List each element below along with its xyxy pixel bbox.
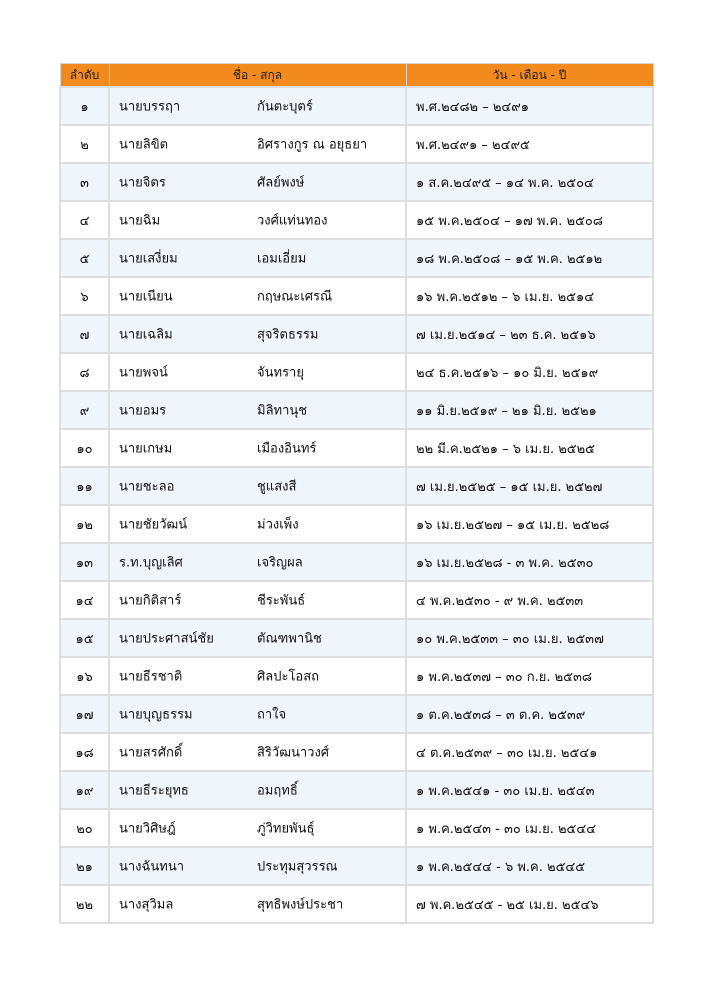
term-dates: พ.ศ.๒๔๙๑ – ๒๔๙๕ (406, 125, 653, 163)
name-cell (109, 885, 406, 923)
table-row (60, 163, 653, 201)
table-row (60, 315, 653, 353)
row-number: ๖ (60, 277, 109, 315)
first-name: นายวิศิษฎ์ (119, 821, 176, 837)
first-name: นายกิติสาร์ (119, 593, 182, 609)
term-dates: ๒๔ ธ.ค.๒๕๑๖ – ๑๐ มิ.ย. ๒๕๑๙ (406, 353, 653, 391)
first-name: นายบุญธรรม (119, 707, 193, 723)
first-name: นายประศาสน์ชัย (119, 631, 214, 647)
last-name: ศิลปะโอสถ (257, 669, 320, 685)
last-name: ภู่วิทยพันธุ์ (257, 821, 315, 837)
header-date: วัน - เดือน - ปี (406, 64, 653, 88)
name-cell (109, 505, 406, 543)
header-no: ลำดับ (60, 64, 109, 88)
row-number: ๑๗ (60, 695, 109, 733)
table-row (60, 239, 653, 277)
last-name: อมฤทธิ์ (257, 783, 298, 799)
name-cell (109, 467, 406, 505)
term-dates: ๑ ส.ค.๒๔๙๕ – ๑๔ พ.ค. ๒๕๐๔ (406, 163, 653, 201)
term-dates: พ.ศ.๒๔๘๒ – ๒๔๙๑ (406, 87, 653, 125)
name-cell (109, 809, 406, 847)
term-dates: ๑ พ.ค.๒๕๔๓ - ๓๐ เม.ย. ๒๕๔๔ (406, 809, 653, 847)
row-number: ๑๓ (60, 543, 109, 581)
name-cell (109, 201, 406, 239)
first-name: นางสุวิมล (119, 897, 174, 913)
table-row (60, 543, 653, 581)
last-name: จันทรายุ (257, 365, 304, 381)
last-name: สุจริตธรรม (257, 327, 319, 343)
last-name: สิริวัฒนาวงศ์ (257, 745, 330, 761)
table-row (60, 201, 653, 239)
name-cell (109, 429, 406, 467)
first-name: ร.ท.บุญเลิศ (119, 555, 183, 571)
term-dates: ๑ พ.ค.๒๕๔๑ - ๓๐ เม.ย. ๒๕๔๓ (406, 771, 653, 809)
table-row (60, 619, 653, 657)
name-cell (109, 163, 406, 201)
name-cell (109, 87, 406, 125)
row-number: ๑๔ (60, 581, 109, 619)
last-name: อิศรางกูร ณ อยุธยา (257, 137, 368, 153)
first-name: นายสรศักดิ์ (119, 745, 183, 761)
last-name: ชูแสงสี (257, 479, 297, 495)
name-cell (109, 125, 406, 163)
last-name: ถาใจ (257, 707, 287, 723)
name-cell (109, 277, 406, 315)
row-number: ๗ (60, 315, 109, 353)
row-number: ๑๐ (60, 429, 109, 467)
name-cell (109, 543, 406, 581)
first-name: นายบรรฤา (119, 99, 181, 115)
term-dates: ๒๒ มี.ค.๒๕๒๑ – ๖ เม.ย. ๒๕๒๕ (406, 429, 653, 467)
term-dates: ๔ ต.ค.๒๕๓๙ – ๓๐ เม.ย. ๒๕๔๑ (406, 733, 653, 771)
name-cell (109, 733, 406, 771)
term-dates: ๑๖ เม.ย.๒๕๒๘ - ๓ พ.ค. ๒๕๓๐ (406, 543, 653, 581)
table-row (60, 885, 653, 923)
name-cell (109, 657, 406, 695)
last-name: เอมเอี่ยม (257, 251, 307, 267)
term-dates: ๑ พ.ค.๒๕๔๔ - ๖ พ.ค. ๒๕๔๕ (406, 847, 653, 885)
table-row (60, 353, 653, 391)
last-name: ประทุมสุวรรณ (257, 859, 338, 875)
last-name: ตัณฑพานิช (257, 631, 322, 647)
name-cell (109, 391, 406, 429)
last-name: เมืองอินทร์ (257, 441, 317, 457)
term-dates: ๑๑ มิ.ย.๒๕๑๙ – ๒๑ มิ.ย. ๒๕๒๑ (406, 391, 653, 429)
row-number: ๓ (60, 163, 109, 201)
last-name: กันตะบุตร์ (257, 99, 313, 115)
directors-list-document (59, 63, 652, 924)
row-number: ๙ (60, 391, 109, 429)
first-name: นายพจน์ (119, 365, 168, 381)
name-cell (109, 771, 406, 809)
row-number: ๒๒ (60, 885, 109, 923)
term-dates: ๑๖ พ.ค.๒๕๑๒ – ๖ เม.ย. ๒๕๑๔ (406, 277, 653, 315)
term-dates: ๗ พ.ค.๒๕๔๕ - ๒๕ เม.ย. ๒๕๔๖ (406, 885, 653, 923)
table-row (60, 505, 653, 543)
first-name: นายอมร (119, 403, 167, 419)
first-name: นายธีรชาติ (119, 669, 183, 685)
first-name: นางฉันทนา (119, 859, 185, 875)
table-row (60, 847, 653, 885)
row-number: ๑๕ (60, 619, 109, 657)
row-number: ๘ (60, 353, 109, 391)
last-name: ชีระพันธ์ (257, 593, 306, 609)
term-dates: ๗ เม.ย.๒๕๑๔ – ๒๓ ธ.ค. ๒๕๑๖ (406, 315, 653, 353)
row-number: ๑๒ (60, 505, 109, 543)
table-row (60, 429, 653, 467)
name-cell (109, 619, 406, 657)
table-row (60, 467, 653, 505)
row-number: ๒ (60, 125, 109, 163)
row-number: ๔ (60, 201, 109, 239)
row-number: ๕ (60, 239, 109, 277)
table-header-row (60, 64, 653, 88)
first-name: นายเนียน (119, 289, 173, 305)
header-name: ชื่อ - สกุล (109, 64, 406, 88)
name-cell (109, 695, 406, 733)
last-name: วงศ์แท่นทอง (257, 213, 328, 229)
table-row (60, 695, 653, 733)
first-name: นายจิตร (119, 175, 166, 191)
last-name: ศัลย์พงษ์ (257, 175, 305, 191)
term-dates: ๗ เม.ย.๒๕๒๕ – ๑๕ เม.ย. ๒๕๒๗ (406, 467, 653, 505)
term-dates: ๑๐ พ.ค.๒๕๓๓ – ๓๐ เม.ย. ๒๕๓๗ (406, 619, 653, 657)
term-dates: ๑๘ พ.ค.๒๕๐๘ – ๑๕ พ.ค. ๒๕๑๒ (406, 239, 653, 277)
table-row (60, 809, 653, 847)
term-dates: ๑๕ พ.ค.๒๕๐๔ – ๑๗ พ.ค. ๒๕๐๘ (406, 201, 653, 239)
table-row (60, 125, 653, 163)
term-dates: ๑ พ.ค.๒๕๓๗ – ๓๐ ก.ย. ๒๕๓๘ (406, 657, 653, 695)
table-body (60, 87, 653, 923)
last-name: ม่วงเพ็ง (257, 517, 299, 533)
first-name: นายเฉลิม (119, 327, 173, 343)
row-number: ๑๙ (60, 771, 109, 809)
last-name: เจริญผล (257, 555, 303, 571)
term-dates: ๑๖ เม.ย.๒๕๒๗ – ๑๕ เม.ย. ๒๕๒๘ (406, 505, 653, 543)
first-name: นายธีระยุทธ (119, 783, 189, 799)
first-name: นายเสงี่ยม (119, 251, 178, 267)
row-number: ๑๖ (60, 657, 109, 695)
table-row (60, 657, 653, 695)
last-name: กฤษณะเศรณี (257, 289, 333, 305)
first-name: นายชัยวัฒน์ (119, 517, 188, 533)
table-row (60, 771, 653, 809)
term-dates: ๔ พ.ค.๒๕๓๐ - ๙ พ.ค. ๒๕๓๓ (406, 581, 653, 619)
name-cell (109, 847, 406, 885)
row-number: ๒๑ (60, 847, 109, 885)
last-name: มิลิทานุช (257, 403, 308, 419)
first-name: นายเกษม (119, 441, 173, 457)
name-cell (109, 353, 406, 391)
row-number: ๒๐ (60, 809, 109, 847)
first-name: นายลิขิต (119, 137, 169, 153)
name-cell (109, 581, 406, 619)
row-number: ๑๑ (60, 467, 109, 505)
last-name: สุทธิพงษ์ประชา (257, 897, 344, 913)
term-dates: ๑ ต.ค.๒๕๓๘ – ๓ ต.ค. ๒๕๓๙ (406, 695, 653, 733)
table-row (60, 581, 653, 619)
first-name: นายฉิม (119, 213, 161, 229)
table-row (60, 277, 653, 315)
table-row (60, 87, 653, 125)
table-row (60, 733, 653, 771)
name-cell (109, 315, 406, 353)
table-row (60, 391, 653, 429)
first-name: นายชะลอ (119, 479, 175, 495)
directors-table (59, 63, 654, 924)
name-cell (109, 239, 406, 277)
row-number: ๑๘ (60, 733, 109, 771)
row-number: ๑ (60, 87, 109, 125)
